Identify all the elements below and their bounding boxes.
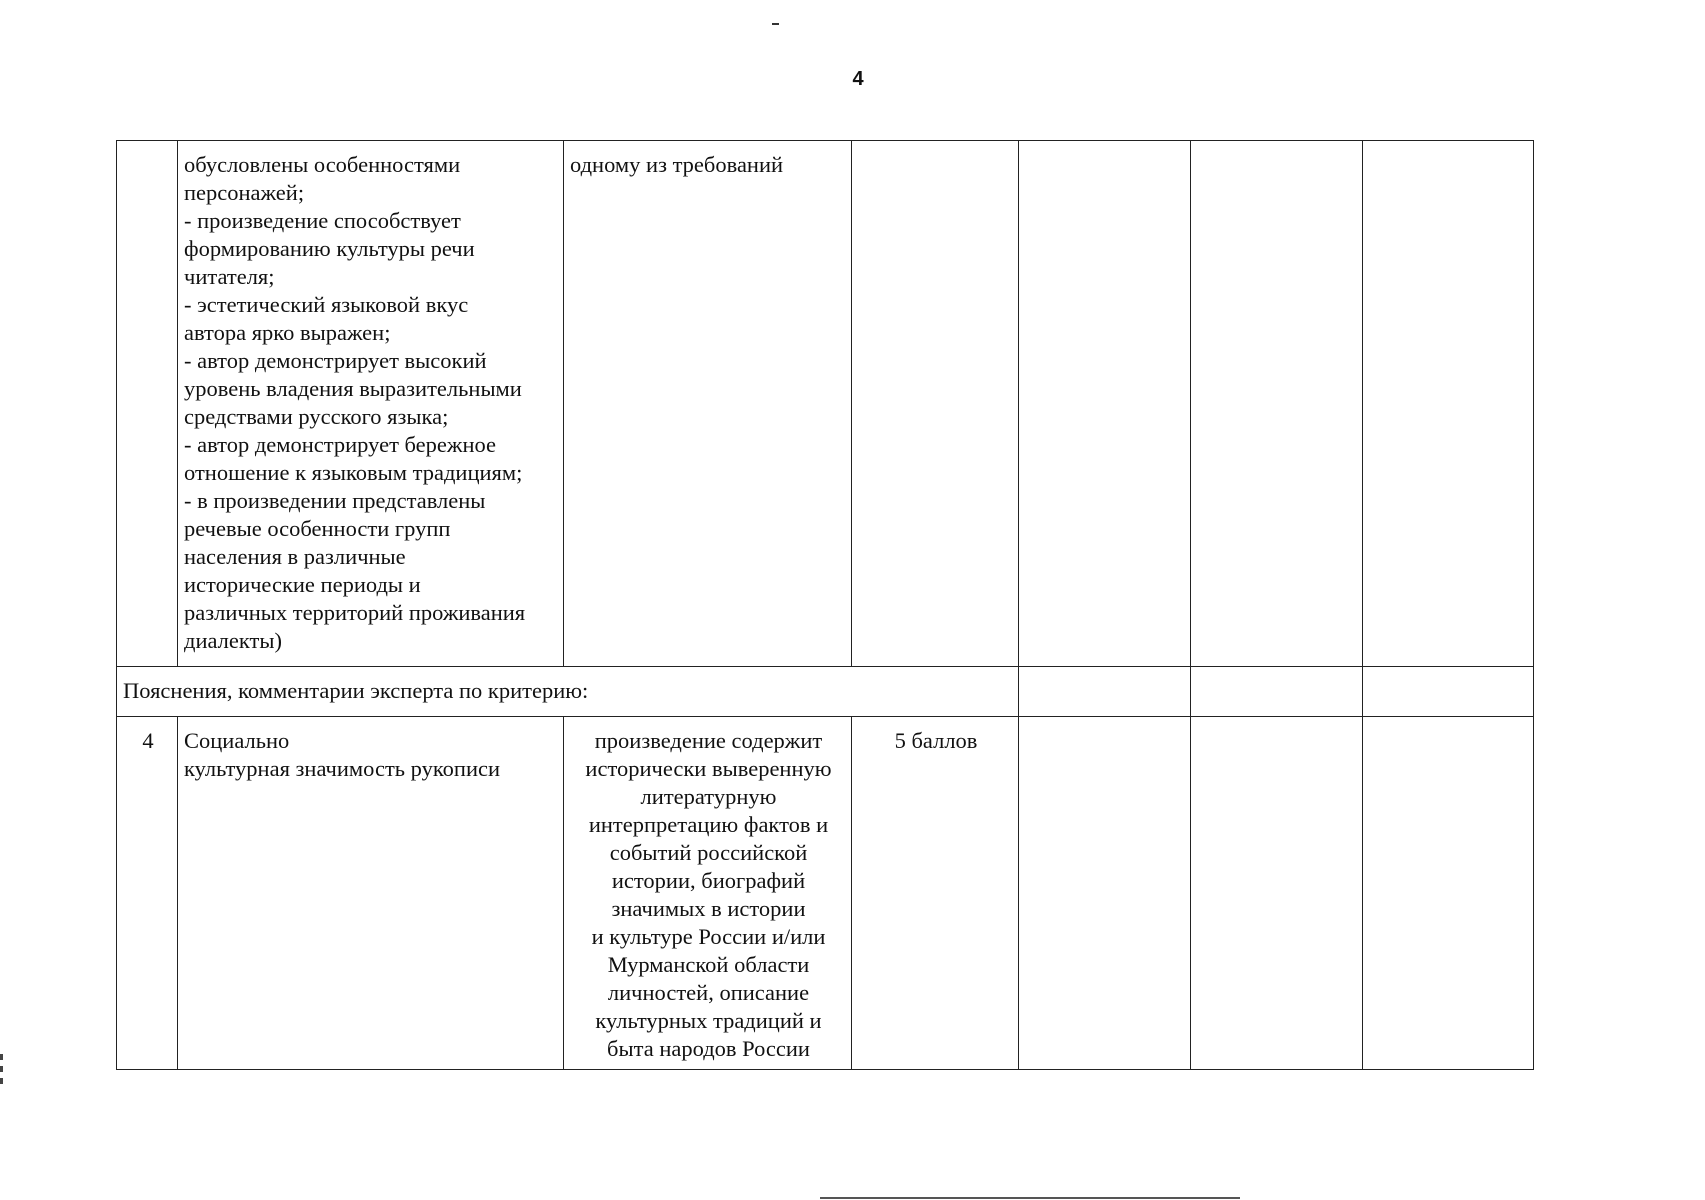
requirement-line: быта народов России [607,1036,810,1061]
criterion-line: - произведение способствует [184,208,461,233]
criterion-line: средствами русского языка; [184,404,449,429]
criterion-line: формированию культуры речи [184,236,475,261]
requirement-line: личностей, описание [607,980,810,1005]
criterion-line: исторические периоды и [184,572,421,597]
criterion-line: персонажей; [184,180,305,205]
criterion-line: - автор демонстрирует высокий [184,348,487,373]
page-number: 4 [852,68,864,90]
cell-extra-3 [1363,717,1534,1070]
cell-criterion [178,141,564,667]
criterion-line: различных территорий проживания [184,600,526,625]
criterion-line: уровень владения выразительными [184,376,522,401]
requirement-line: литературную [640,784,777,809]
table-row-continuation [117,141,1534,667]
cell-extra-1 [1019,667,1191,717]
scan-artifact-mark [0,1054,3,1060]
scan-artifact-dash [772,23,779,25]
requirement-line: Мурманской области [607,952,810,977]
criterion-line: отношение к языковым традициям; [184,460,523,485]
requirement-line: значимых в истории [611,896,806,921]
scan-artifact-mark [0,1066,3,1072]
cell-extra-2 [1191,717,1363,1070]
cell-score [852,141,1019,667]
criterion-line: Социально [184,728,290,753]
requirement-line: культурных традиций и [595,1008,822,1033]
criterion-line: культурная значимость рукописи [184,756,501,781]
cell-extra-1 [1019,141,1191,667]
cell-requirement [564,717,852,1070]
cell-extra-3 [1363,141,1534,667]
cell-extra-1 [1019,717,1191,1070]
criterion-line: - автор демонстрирует бережное [184,432,497,457]
requirement-line: исторически выверенную [585,756,832,781]
table-row-criterion-4 [117,717,1534,1070]
cell-number [117,141,178,667]
requirement-line: истории, биографий [611,868,806,893]
criterion-line: автора ярко выражен; [184,320,391,345]
scan-artifact-line [820,1197,1240,1199]
criterion-line: обусловлены особенностями [184,152,461,177]
requirement-line: произведение содержит [594,728,823,753]
cell-extra-2 [1191,141,1363,667]
requirement-line: и культуре России и/или [591,924,826,949]
scan-artifact-mark [0,1078,3,1084]
expert-comment-label: Пояснения, комментарии эксперта по критерию: [117,667,1019,717]
cell-requirement: одному из требований [564,141,852,667]
cell-extra-2 [1191,667,1363,717]
criterion-line: населения в различные [184,544,406,569]
cell-number: 4 [117,717,178,1070]
requirement-line: событий российской [609,840,808,865]
cell-criterion [178,717,564,1070]
table-row-expert-comment [117,667,1534,717]
criterion-line: читателя; [184,264,275,289]
criterion-line: речевые особенности групп [184,516,451,541]
criterion-line: - эстетический языковой вкус [184,292,469,317]
cell-extra-3 [1363,667,1534,717]
cell-score: 5 баллов [852,717,1019,1070]
requirement-line: интерпретацию фактов и [588,812,829,837]
criterion-line: - в произведении представлены [184,488,486,513]
criterion-line: диалекты) [184,628,282,653]
criteria-table [116,140,1534,1070]
